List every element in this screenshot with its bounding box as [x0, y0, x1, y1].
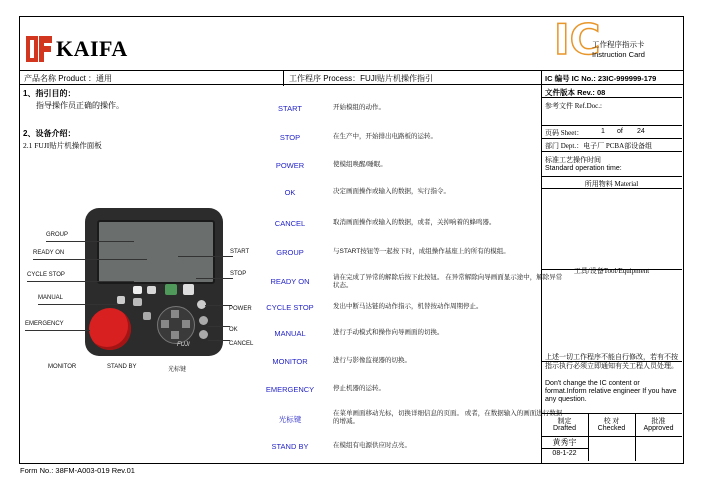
sheet-of: of — [617, 128, 623, 135]
notice-block — [541, 351, 682, 414]
callout-cursor-key: 光标键 — [168, 367, 187, 373]
command-desc: 发出中断马达链的动作指示，机替按动作周期停止。 — [333, 303, 483, 310]
approval-row — [541, 414, 682, 437]
sheet-no: 1 — [601, 128, 605, 135]
product-label: 产品名称 Product ：通用 — [24, 74, 113, 83]
command-name: CANCEL — [274, 219, 306, 228]
approved-cn: 批准 — [651, 417, 666, 425]
callout-cancel: CANCEL — [229, 341, 254, 347]
sheet-label: 页码 Sheet： — [545, 129, 584, 137]
command-desc: 与START按钮等一起按下时，成组操作基座上的所有的模组。 — [333, 248, 510, 255]
section1-text: 指导操作员正确的操作。 — [36, 101, 124, 110]
command-name: MANUAL — [274, 329, 306, 338]
command-desc: 决定画面操作或输入的数据，实行指令。 — [333, 188, 450, 195]
stop-button[interactable] — [183, 284, 194, 295]
checked-cn: 校 对 — [603, 417, 620, 425]
callout-emergency: EMERGENCY — [25, 321, 64, 327]
cursor-key-pad[interactable] — [157, 306, 195, 344]
std-time-en: Standard operation time: — [545, 165, 622, 172]
card-title-cn: 工作程序指示卡 — [592, 40, 645, 49]
command-list — [255, 104, 563, 464]
command-desc: 开始模组的动作。 — [333, 104, 385, 111]
callout-stand-by: STAND BY — [107, 364, 137, 370]
command-name: 光标键 — [278, 415, 302, 424]
rev-row — [541, 85, 682, 98]
std-time-row — [541, 152, 682, 177]
dept-label: 部门 Dept.：电子厂 PCBA部设备组 — [545, 142, 653, 150]
tools-label: 工具/设备Tool/Equipment — [573, 267, 650, 275]
drafted-en: Drafted — [553, 425, 576, 432]
command-name: READY ON — [270, 277, 310, 286]
process-label: 工作程序 Process：FUJI贴片机操作指引 — [289, 74, 434, 83]
sheet-row — [541, 126, 682, 139]
callout-monitor: MONITOR — [48, 364, 77, 370]
section2-title: 2、设备介绍： — [23, 129, 76, 138]
command-desc: 请在完成了异常的解除后按下此按钮。 在异常解除向导画面显示途中，解除异常状态。 — [333, 274, 563, 289]
command-name: STOP — [279, 133, 301, 142]
callout-ok: OK — [229, 327, 238, 333]
command-name: GROUP — [276, 248, 304, 257]
command-desc: 进行与影像监视器的切换。 — [333, 357, 411, 364]
company-logo — [24, 32, 134, 66]
ic-card-mark — [548, 17, 682, 69]
command-desc: 使模组唤醒/睡眠。 — [333, 161, 387, 168]
drafter-name: 黄秀宇 — [552, 438, 577, 447]
callout-cycle-stop: CYCLE STOP — [27, 272, 65, 278]
dept-row — [541, 139, 682, 152]
card-title-en: Instruction Card — [592, 50, 645, 59]
kaifa-logo-icon — [24, 34, 54, 64]
cancel-button[interactable] — [199, 330, 208, 339]
drafter-row — [541, 437, 588, 461]
section1-title: 1、指引目的： — [23, 89, 76, 98]
command-name: POWER — [275, 161, 305, 170]
start-button[interactable] — [165, 284, 177, 295]
ready-on-button[interactable] — [147, 286, 156, 294]
ref-doc-label: 参考文件 Ref.Doc.: — [545, 102, 602, 110]
command-desc: 停止机器的运转。 — [333, 385, 385, 392]
section2-text: 2.1 FUJI贴片机操作面板 — [23, 141, 102, 150]
command-name: CYCLE STOP — [266, 303, 314, 312]
command-name: OK — [284, 188, 296, 197]
command-name: START — [278, 104, 302, 113]
command-desc: 在生产中，开始排出电路板的运转。 — [333, 133, 437, 140]
cycle-stop-button[interactable] — [133, 298, 142, 306]
std-time-cn: 标准工艺操作时间 — [545, 156, 601, 164]
command-name: STAND BY — [271, 442, 309, 451]
sheet-total: 24 — [637, 128, 645, 135]
panel-screen — [97, 220, 215, 284]
ic-number: IC 编号 IC No.: 23IC-999999-179 — [545, 74, 657, 83]
ic-label: IC — [554, 15, 601, 64]
fuji-label: FUJI — [177, 342, 190, 348]
command-desc: 取消画面操作或输入的数据，或者，关掉响着的蜂鸣器。 — [333, 219, 496, 226]
callout-stop: STOP — [230, 271, 247, 277]
callout-manual: MANUAL — [38, 295, 64, 301]
command-desc: 在模组有电源供应时点亮。 — [333, 442, 411, 449]
command-name: MONITOR — [272, 357, 308, 366]
material-label: 所用物料 Material — [584, 180, 639, 188]
command-desc: 进行手动模式和操作向导画面的切换。 — [333, 329, 444, 336]
material-row — [541, 177, 682, 270]
draft-date: 08-1-22 — [552, 450, 577, 457]
approved-en: Approved — [643, 425, 674, 432]
checked-en: Checked — [597, 425, 626, 432]
group-button[interactable] — [133, 286, 142, 294]
form-number: Form No.: 38FM-A003-019 Rev.01 — [20, 466, 135, 475]
ok-button[interactable] — [199, 316, 208, 325]
notice-cn: 上述一切工作程序不能自行修改，若有不按指示执行必须立即通知有关工程人员处理。 — [545, 353, 678, 370]
tools-row — [541, 269, 682, 362]
operation-panel — [85, 208, 223, 356]
callout-ready-on: READY ON — [33, 250, 65, 256]
rev-label: 文件版本 Rev.: 08 — [545, 88, 606, 97]
notice-en: Don't change the IC content or format.Inform relative engineer If you have any question. — [545, 380, 677, 403]
callout-group: GROUP — [46, 232, 69, 238]
callout-start: START — [230, 249, 250, 255]
command-desc: 在菜单画面移动光标，切换详细信息的页面。 或者，在数据输入的画面进行数据的增减。 — [333, 410, 563, 425]
command-name: EMERGENCY — [265, 385, 315, 394]
callout-power: POWER — [229, 306, 252, 312]
monitor-button[interactable] — [143, 312, 151, 320]
ref-doc-row — [541, 98, 682, 126]
manual-button[interactable] — [117, 296, 125, 304]
logo-text: KAIFA — [56, 36, 128, 61]
emergency-button[interactable] — [89, 308, 131, 350]
drafted-cn: 制定 — [557, 417, 572, 425]
